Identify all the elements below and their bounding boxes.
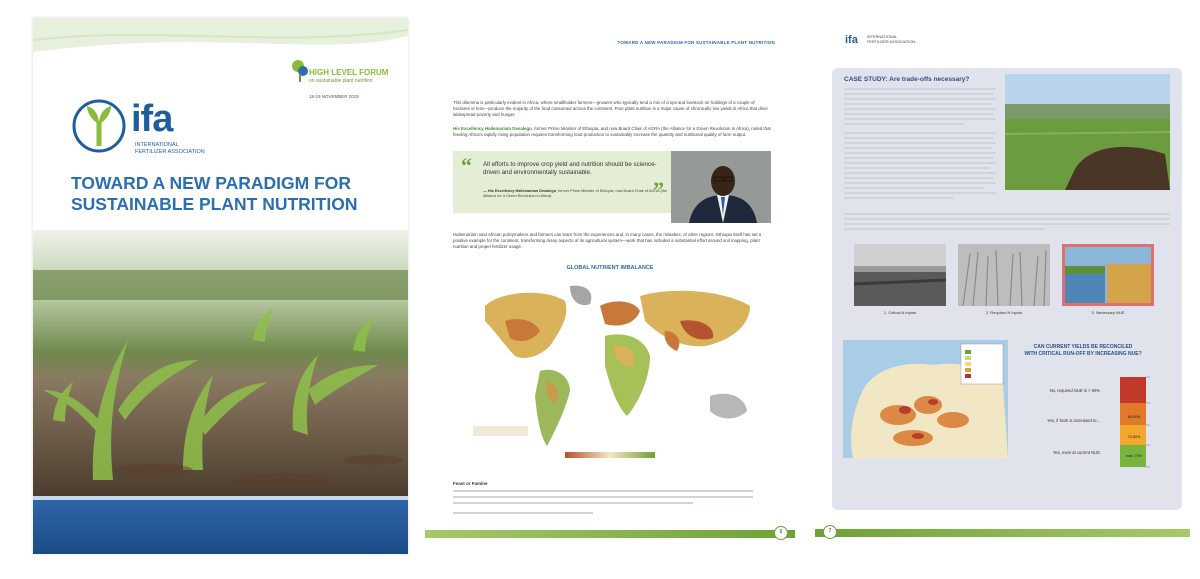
speaker-portrait	[671, 151, 771, 223]
forum-subtitle: on sustainable plant nutrition	[309, 78, 373, 84]
caption-line	[453, 496, 753, 498]
quote-text: All efforts to improve crop yield and nutrition should be science-driven and environmentally sustainable.	[483, 161, 657, 176]
cover-page	[33, 18, 408, 554]
header-sub-line1: INTERNATIONAL	[867, 35, 898, 39]
field-photo	[1005, 74, 1170, 190]
world-nutrient-map	[465, 276, 765, 472]
forum-title: HIGH LEVEL FORUM	[309, 68, 389, 77]
quote-attribution	[483, 189, 673, 199]
question-title-line1: CAN CURRENT YIELDS BE RECONCILED	[1033, 344, 1133, 350]
header-sub-line2: FERTILIZER ASSOCIATION	[867, 39, 916, 44]
inner-page-left	[425, 18, 795, 550]
page-number: 6	[774, 526, 788, 540]
paragraph-2	[453, 126, 771, 138]
paragraph-3: Hailemariam said African policymakers and farmers can learn from the experiences and, in many cases, the mistakes, of other regions. Ethiopia itself has set a positive example for the continent, transforming many aspects of its agricultural system—work that has included a substantial effort around soil mapping, plant nutrition and proper fertilizer usage.	[453, 232, 762, 249]
inner-page-right	[815, 18, 1190, 550]
nue-bar	[1120, 373, 1170, 473]
bar-label-1: No, required NUE is > 90%	[1049, 388, 1100, 393]
case-study-title: CASE STUDY: Are trade-offs necessary?	[844, 76, 970, 83]
bar-value-1: 80-90%	[1127, 415, 1141, 419]
caption-line	[453, 490, 753, 492]
close-quote-icon: ”	[653, 177, 664, 202]
bar-value-3: max. 70%	[1126, 454, 1142, 458]
cover-title-line1: TOWARD A NEW PARADIGM FOR	[71, 173, 351, 193]
speaker-name: His Excellency Hailemariam Desalegn	[453, 126, 532, 131]
thumbnail-caption-1: 1. Critical N inputs	[883, 310, 917, 315]
logo-sub-line2: FERTILIZER ASSOCIATION	[135, 149, 205, 155]
footer-bar	[425, 530, 795, 538]
thumbnail-critical	[854, 244, 946, 306]
page-number: 7	[823, 525, 837, 539]
question-title	[1008, 344, 1158, 357]
bar-value-2: 70-80%	[1127, 435, 1141, 439]
bar-segment-high	[1120, 377, 1146, 403]
thumbnail-caption-2: 2. Required N inputs	[985, 310, 1023, 315]
forum-date: 18-19 NOVEMBER 2019	[309, 94, 359, 99]
logo-sub-line1: INTERNATIONAL	[135, 142, 179, 148]
credit-line	[453, 512, 593, 514]
thumbnail-necessary	[1062, 244, 1154, 306]
footer-bar	[815, 529, 1190, 537]
ifa-logo-icon	[71, 98, 127, 154]
seedling-photo	[33, 230, 408, 500]
speech-bubble-icon	[291, 58, 309, 82]
cover-title-line2: SUSTAINABLE PLANT NUTRITION	[71, 194, 358, 214]
legend-box	[473, 426, 528, 436]
paragraph-1: This dilemma is particularly evident in Africa, where smallholder farmers—growers who typically tend a mix of crops and livestock on holdings of a couple of hectares or less—produce the majority of the food consumed across the continent. Poor plant nutrition is a major cause of chronically low yields in Africa that drive widespread poverty and hunger.	[453, 100, 768, 117]
question-title-line2: WITH CRITICAL RUN-OFF BY INCREASING NUE?	[1024, 350, 1142, 357]
footer-band	[33, 500, 408, 554]
map-title: GLOBAL NUTRIENT IMBALANCE	[566, 265, 654, 271]
open-quote-icon: “	[461, 153, 472, 178]
running-head: TOWARD A NEW PARADIGM FOR SUSTAINABLE PLANT NUTRITION	[617, 40, 775, 45]
quote-attr-rest: , former Prime Minister of Ethiopia, now Board Chair of AGRA (the Alliance for a Green Revolution in Africa)	[483, 189, 668, 198]
bar-segment-upper-mid	[1120, 403, 1146, 425]
ifa-wordmark: ifa	[131, 98, 173, 140]
bar-label-3: Yes, even at current NUE	[1052, 450, 1100, 455]
europe-nue-map	[843, 340, 1008, 458]
paragraph-2-text: , former Prime Minister of Ethiopia, and now Board Chair of AGRA (the Alliance for a Green Revolution in Africa), noted that feeding Africa's rapidly rising population requires transforming food production to sustainably increase the quantity and nutritional quality of farm output.	[453, 126, 771, 137]
thumbnail-caption-3: 3. Necessary NUE	[1091, 310, 1125, 315]
header-logo: ifa	[845, 34, 858, 46]
caption-heading: Feast or Famine	[453, 481, 488, 486]
bar-label-2: Yes, if NUE is increased to...	[1047, 418, 1100, 423]
quote-attr-name: — His Excellency Hailemariam Desalegn	[483, 189, 557, 193]
caption-line	[453, 502, 693, 504]
header-subtitle	[867, 35, 915, 44]
cover-title	[71, 173, 401, 215]
ifa-subtitle	[135, 142, 205, 156]
thumbnail-required	[958, 244, 1050, 306]
